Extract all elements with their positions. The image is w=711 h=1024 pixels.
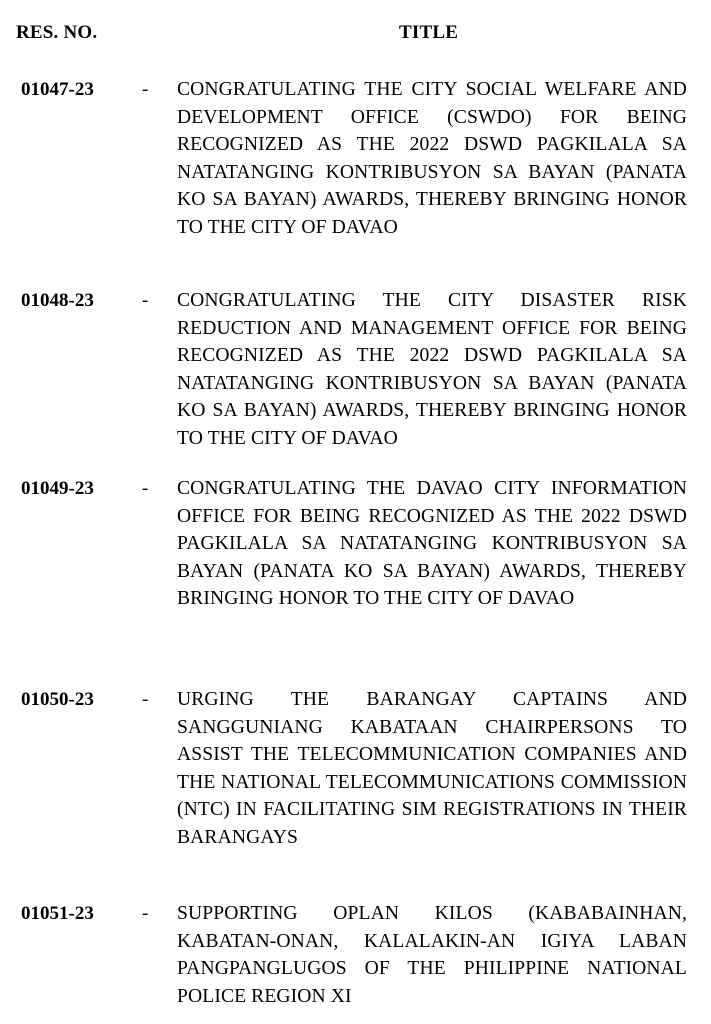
resolution-number: 01048-23 — [21, 290, 94, 311]
resolution-title: CONGRATULATING THE DAVAO CITY INFORMATION OFFICE FOR BEING RECOGNIZED AS THE 2022 DSWD PAGKILALA SA NATATANGING KONTRIBUSYON SA BAYAN (PANATA KO SA BAYAN) AWARDS, THEREBY BRINGING HONOR TO THE CITY OF DAVAO — [177, 478, 687, 609]
separator-dash: - — [142, 689, 149, 710]
res-no-heading: RES. NO. — [16, 22, 98, 43]
resolution-number: 01049-23 — [21, 478, 94, 499]
table-header — [0, 22, 711, 46]
resolution-title: SUPPORTING OPLAN KILOS (KABABAINHAN, KABATAN-ONAN, KALALAKIN-AN IGIYA LABAN PANGPANGLUGOS OF THE PHILIPPINE NATIONAL POLICE REGION XI — [177, 903, 687, 1007]
separator-dash: - — [142, 290, 149, 311]
resolution-title: CONGRATULATING THE CITY DISASTER RISK REDUCTION AND MANAGEMENT OFFICE FOR BEING RECOGNIZED AS THE 2022 DSWD PAGKILALA SA NATATANGING KONTRIBUSYON SA BAYAN (PANATA KO SA BAYAN) AWARDS, THEREBY BRINGING HONOR TO THE CITY OF DAVAO — [177, 290, 687, 449]
resolution-number: 01047-23 — [21, 79, 94, 100]
resolution-title: URGING THE BARANGAY CAPTAINS AND SANGGUNIANG KABATAAN CHAIRPERSONS TO ASSIST THE TELECOMMUNICATION COMPANIES AND THE NATIONAL TELECOMMUNICATIONS COMMISSION (NTC) IN FACILITATING SIM REGISTRATIONS IN THEIR BARANGAYS — [177, 689, 687, 848]
resolution-title: CONGRATULATING THE CITY SOCIAL WELFARE AND DEVELOPMENT OFFICE (CSWDO) FOR BEING RECOGNIZED AS THE 2022 DSWD PAGKILALA SA NATATANGING KONTRIBUSYON SA BAYAN (PANATA KO SA BAYAN) AWARDS, THEREBY BRINGING HONOR TO THE CITY OF DAVAO — [177, 79, 687, 238]
separator-dash: - — [142, 903, 149, 924]
resolution-number: 01051-23 — [21, 903, 94, 924]
resolution-number: 01050-23 — [21, 689, 94, 710]
separator-dash: - — [142, 79, 149, 100]
separator-dash: - — [142, 478, 149, 499]
title-heading: TITLE — [399, 22, 459, 43]
